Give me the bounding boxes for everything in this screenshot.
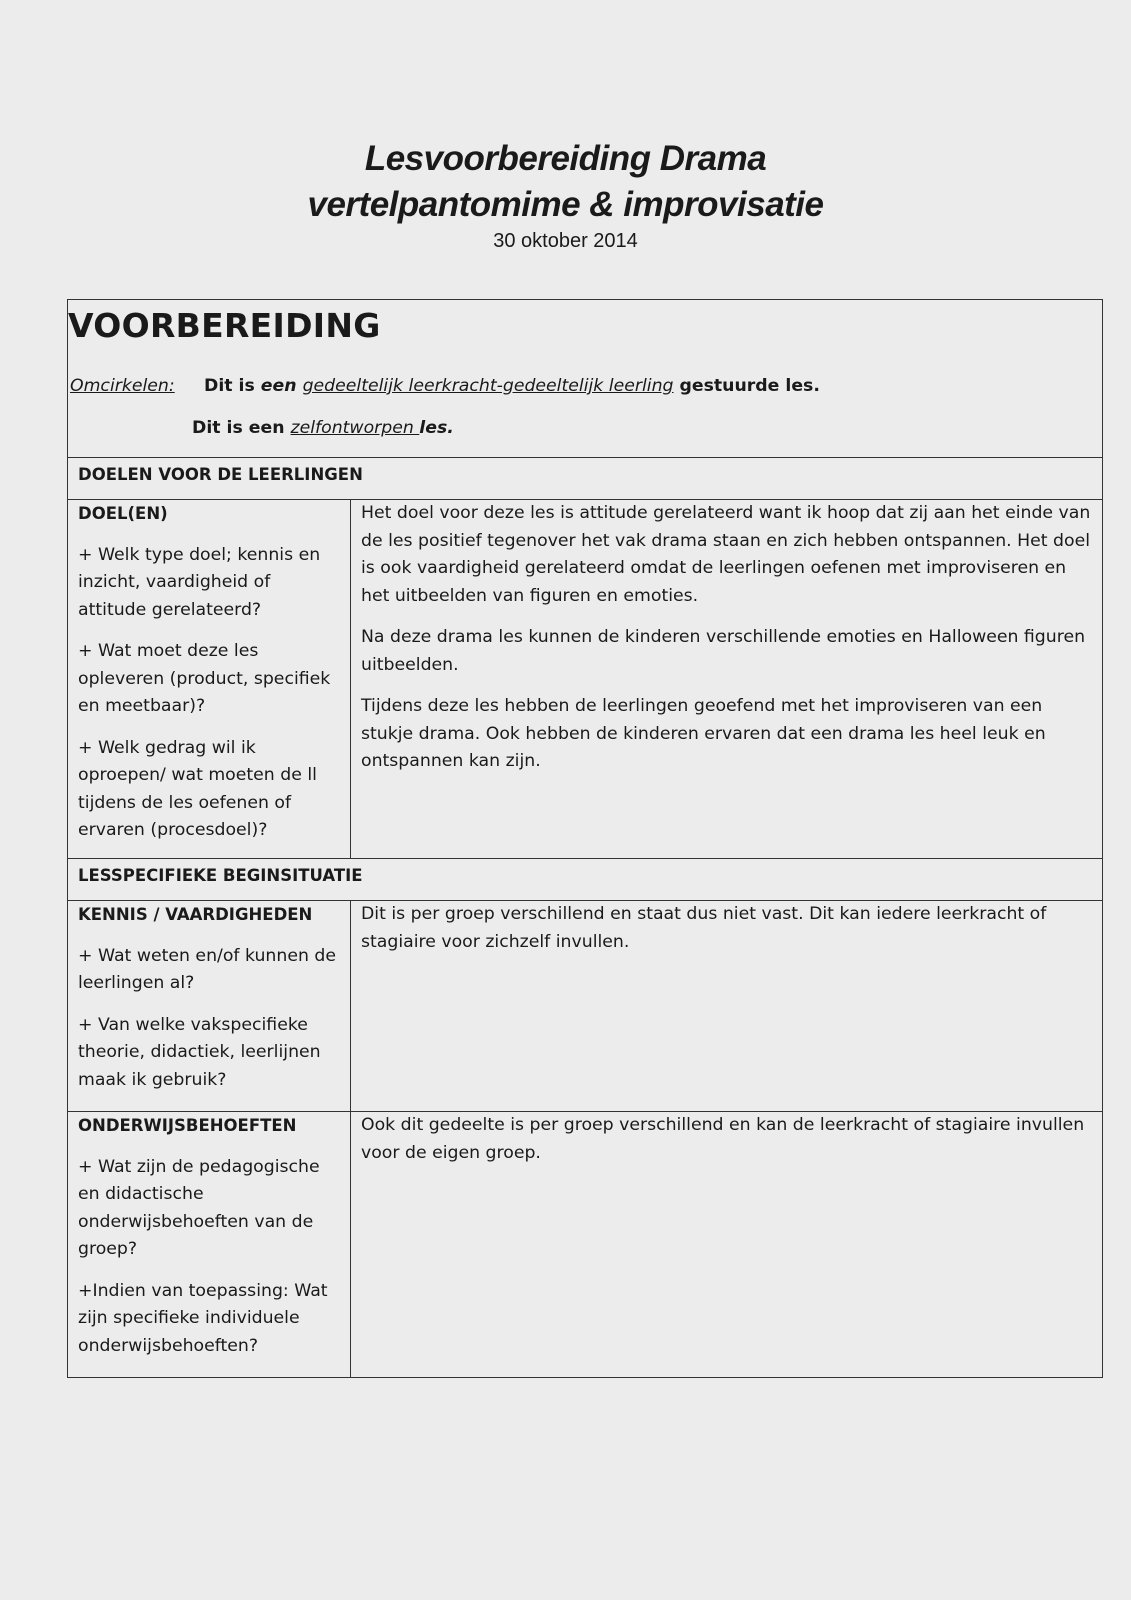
lesson-design-line (192, 415, 454, 443)
lesson-form (67, 299, 1103, 1378)
situation-section-header: LESSPECIFIEKE BEGINSITUATIE (68, 859, 1102, 901)
goals-answer-paragraph: Het doel voor deze les is attitude gerelateerd want ik hoop dat zij aan het einde van de les positief tegenover het vak drama staan en zich hebben ontspannen. Het doel is ook vaardigheid gerelateerd omdat de leerlingen oefenen met improviseren en het uitbeelden van figuren en emoties. (361, 503, 1091, 606)
goals-section-header: DOELEN VOOR DE LEERLINGEN (68, 458, 1102, 500)
circle-label: Omcirkelen: (70, 376, 175, 396)
line1-prefix: Dit is (204, 376, 261, 396)
document-title-line-1: Lesvoorbereiding Drama (364, 139, 767, 178)
lesson-type-line (70, 373, 820, 401)
goals-row (68, 500, 1102, 859)
preparation-block (68, 300, 1102, 458)
line2-prefix: Dit is een (192, 418, 291, 438)
needs-question: +Indien van toepassing: Wat zijn specifieke individuele onderwijsbehoeften? (78, 1280, 328, 1356)
lesson-design-option[interactable]: zelfontworpen (290, 418, 420, 438)
preparation-heading: VOORBEREIDING (68, 306, 381, 345)
goals-question: + Wat moet deze les opleveren (product, specifiek en meetbaar)? (78, 641, 331, 716)
goals-answer-paragraph: Na deze drama les kunnen de kinderen verschillende emoties en Halloween figuren uitbeelden. (361, 627, 1086, 675)
needs-question: + Wat zijn de pedagogische en didactische onderwijsbehoeften van de groep? (78, 1156, 320, 1259)
line2-suffix: les. (419, 418, 454, 438)
goals-answer-cell[interactable] (351, 500, 1102, 858)
goals-heading: DOEL(EN) (78, 504, 168, 523)
document-title-line-2: vertelpantomime & improvisatie (307, 185, 824, 224)
line1-een: een (260, 376, 297, 396)
needs-heading: ONDERWIJSBEHOEFTEN (78, 1116, 297, 1135)
goals-question: + Welk gedrag wil ik oproepen/ wat moeten de ll tijdens de les oefenen of ervaren (procesdoel)? (78, 737, 317, 840)
needs-answer-cell[interactable] (351, 1112, 1102, 1377)
document-header (0, 136, 1131, 254)
knowledge-heading: KENNIS / VAARDIGHEDEN (78, 905, 313, 924)
goals-answer-paragraph: Tijdens deze les hebben de leerlingen geoefend met het improviseren van een stukje drama. Ook hebben de kinderen ervaren dat een drama les heel leuk en ontspannen kan zijn. (361, 696, 1046, 771)
needs-answer: Ook dit gedeelte is per groep verschillend en kan de leerkracht of stagiaire invullen voor de eigen groep. (361, 1115, 1085, 1163)
goals-question: + Welk type doel; kennis en inzicht, vaardigheid of attitude gerelateerd? (78, 544, 321, 620)
goals-prompt-cell (68, 500, 351, 858)
knowledge-question: + Wat weten en/of kunnen de leerlingen al? (78, 945, 337, 993)
knowledge-answer: Dit is per groep verschillend en staat dus niet vast. Dit kan iedere leerkracht of stagiaire voor zichzelf invullen. (361, 904, 1047, 952)
knowledge-row (68, 901, 1102, 1112)
needs-row (68, 1112, 1102, 1377)
knowledge-question: + Van welke vakspecifieke theorie, didactiek, leerlijnen maak ik gebruik? (78, 1014, 321, 1090)
document-date: 30 oktober 2014 (493, 230, 638, 252)
lesson-type-option[interactable]: gedeeltelijk leerkracht-gedeeltelijk leerling (302, 376, 674, 396)
needs-prompt-cell (68, 1112, 351, 1377)
knowledge-prompt-cell (68, 901, 351, 1111)
line1-suffix: gestuurde les. (673, 376, 820, 396)
knowledge-answer-cell[interactable] (351, 901, 1102, 1111)
